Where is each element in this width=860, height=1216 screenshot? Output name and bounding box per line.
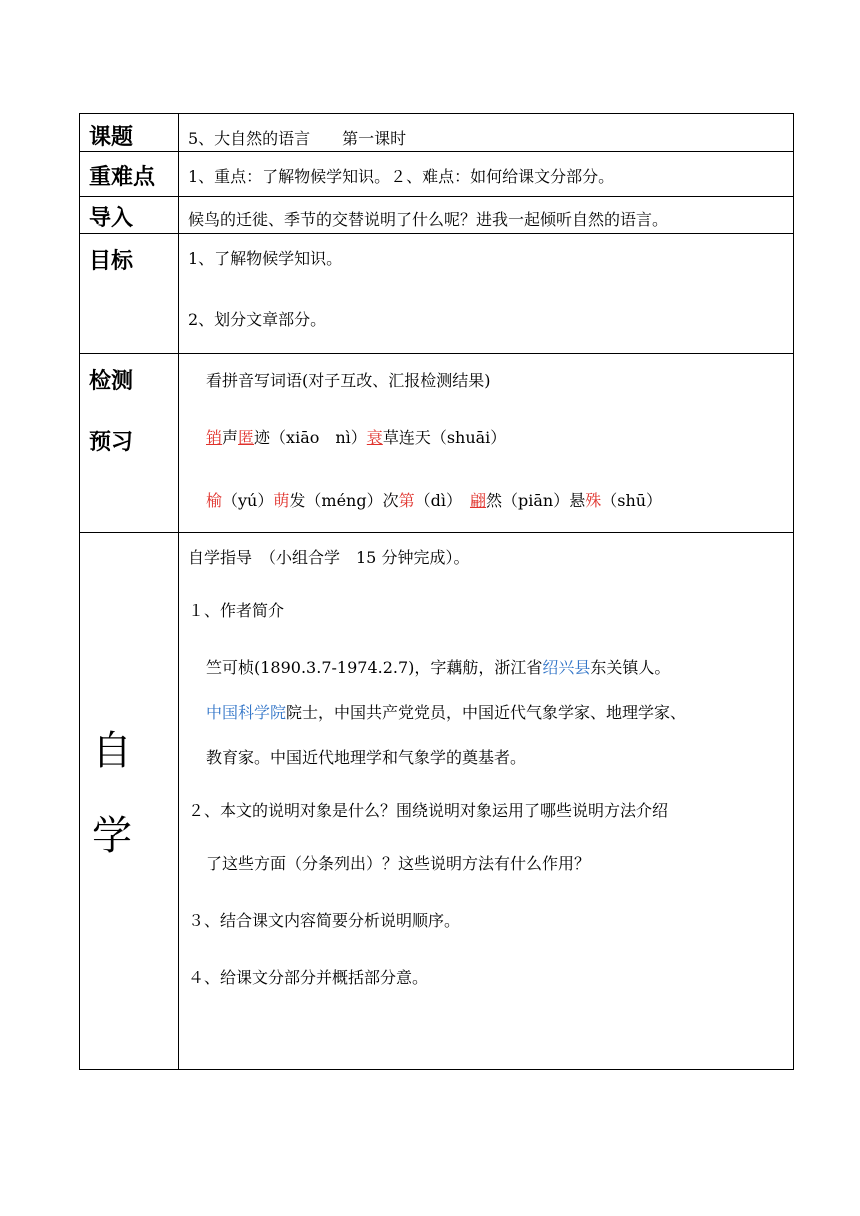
topic-row [80, 114, 794, 152]
link-shaoxing[interactable]: 绍兴县 [542, 658, 591, 677]
preview-check-row [80, 354, 794, 533]
self-study-guide: 自学指导 （小组合学 15 分钟完成）。 [188, 548, 470, 567]
pinyin-run: 声 [222, 428, 239, 447]
bio-line-2: 中国科学院院士，中国共产党党员，中国近代气象学家、地理学家、 [206, 703, 687, 722]
link-cas[interactable]: 中国科学院 [206, 703, 287, 722]
pinyin-run: 殊 [585, 491, 602, 510]
pinyin-run: 匿 [238, 428, 255, 447]
pinyin-run: 第 [398, 491, 415, 510]
pinyin-run: 销 [206, 428, 223, 447]
key-points-content [179, 152, 794, 197]
intro-label: 导入 [80, 197, 179, 234]
pinyin-run: 萌 [273, 491, 290, 510]
question-4: ４、给课文分部分并概括部分意。 [188, 968, 429, 987]
pinyin-run: （dì） [414, 491, 470, 510]
intro-content [179, 197, 794, 234]
key-points-row [80, 152, 794, 197]
preview-label: 检测 预习 [80, 354, 179, 533]
pinyin-run: 发（méng）次 [289, 491, 399, 510]
pinyin-line-1 [179, 391, 793, 448]
goals-content [179, 234, 794, 354]
bio-line-1: 竺可桢(1890.3.7-1974.2.7)，字藕舫，浙江省绍兴县东关镇人。 [206, 658, 671, 677]
question-2-line-2: 了这些方面（分条列出）？这些说明方法有什么作用？ [206, 854, 591, 873]
intro-text: 候鸟的迁徙、季节的交替说明了什么呢？进我一起倾听自然的语言。 [188, 210, 669, 229]
goals-row [80, 234, 794, 354]
goal-item-2: 2、划分文章部分。 [188, 310, 327, 329]
self-study-row [80, 533, 794, 1070]
topic-label: 课题 [80, 114, 179, 152]
self-study-label: 自 学 [80, 533, 179, 1070]
topic-content [179, 114, 794, 152]
intro-row [80, 197, 794, 234]
key-points-label: 重难点 [80, 152, 179, 197]
lesson-plan-table [79, 113, 794, 1070]
goals-label: 目标 [80, 234, 179, 354]
pinyin-run: （yú） [222, 491, 274, 510]
preview-instruction: 看拼音写词语(对子互改、汇报检测结果) [206, 371, 491, 390]
topic-text: 5、大自然的语言 第一课时 [188, 129, 407, 148]
pinyin-run: 衰 [366, 428, 383, 447]
preview-content [179, 354, 794, 533]
pinyin-run: 迹（xiāo nì） [254, 428, 367, 447]
key-points-text: 1、重点：了解物候学知识。２、难点：如何给课文分部分。 [188, 167, 615, 186]
pinyin-run: 然（piān）悬 [486, 491, 586, 510]
pinyin-run: 榆 [206, 491, 223, 510]
bio-line-3: 教育家。中国近代地理学和气象学的奠基者。 [206, 748, 527, 767]
pinyin-line-2 [179, 448, 793, 511]
goal-item-1: 1、了解物候学知识。 [188, 249, 343, 268]
pinyin-run: （shū） [601, 491, 663, 510]
question-3: ３、结合课文内容简要分析说明顺序。 [188, 911, 461, 930]
question-1: １、作者简介 [188, 601, 285, 620]
question-2-line-1: ２、本文的说明对象是什么？围绕说明对象运用了哪些说明方法介绍 [188, 801, 669, 820]
self-study-content [179, 533, 794, 1070]
pinyin-run: 草连天（shuāi） [382, 428, 507, 447]
pinyin-run: 翩 [469, 491, 486, 510]
